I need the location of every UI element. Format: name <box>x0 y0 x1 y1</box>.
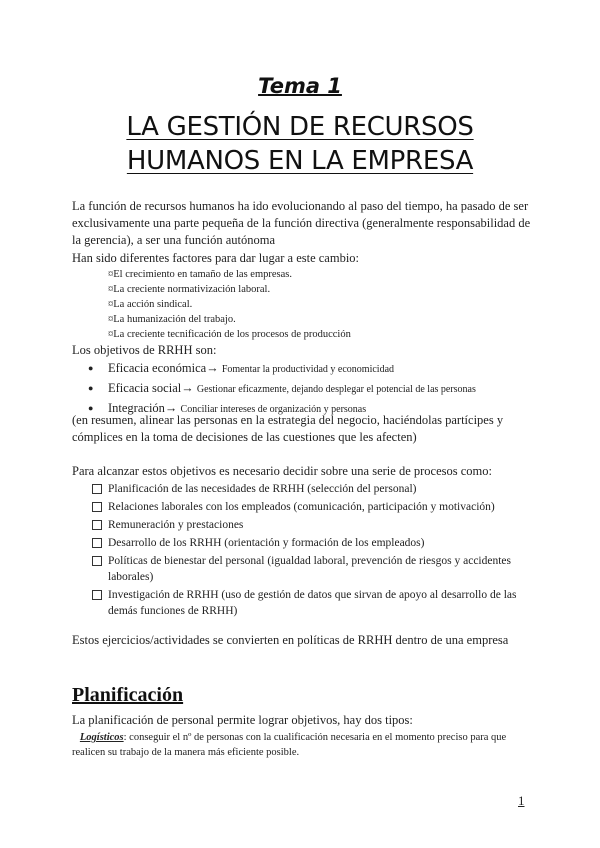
list-item: Relaciones laborales con los empleados (comunicación, participación y motivación) <box>92 499 532 515</box>
summary-paragraph: (en resumen, alinear las personas en la estrategia del negocio, haciéndolas partícipes y cómplices en la toma de decisiones de las cuestiones que les afecten) <box>72 413 504 444</box>
logistic-paragraph: Logísticos: conseguir el nº de personas con la cualificación necesaria en el momento preciso para que realicen su trabajo de la manera más eficiente posible. <box>72 732 507 758</box>
factors-lead: Han sido diferentes factores para dar lugar a este cambio: <box>72 251 360 265</box>
topic-heading: Tema 1 <box>258 74 342 98</box>
list-item: ● Integración→ Conciliar intereses de organización y personas <box>88 399 548 419</box>
process-list <box>92 481 532 621</box>
list-item: ● Eficacia social→ Gestionar eficazmente, dejando desplegar el potencial de las personas <box>88 379 548 399</box>
list-item: Planificación de las necesidades de RRHH (selección del personal) <box>92 481 532 497</box>
policies-paragraph: Estos ejercicios/actividades se convierten en políticas de RRHH dentro de una empresa <box>72 633 509 647</box>
factor-item: ¤La creciente normativización laboral. <box>108 284 271 295</box>
section-intro: La planificación de personal permite lograr objetivos, hay dos tipos: <box>72 713 413 727</box>
checkbox-icon <box>92 556 102 566</box>
factor-item: ¤La creciente tecnificación de los procesos de producción <box>108 329 351 340</box>
title-line-1: LA GESTIÓN DE RECURSOS <box>126 112 474 142</box>
checkbox-icon <box>92 520 102 530</box>
objectives-lead: Los objetivos de RRHH son: <box>72 343 217 357</box>
list-item: Desarrollo de los RRHH (orientación y formación de los empleados) <box>92 535 532 551</box>
objectives-list <box>88 359 548 419</box>
factor-item: ¤El crecimiento en tamaño de las empresas. <box>108 269 292 280</box>
title-line-2: HUMANOS EN LA EMPRESA <box>126 146 474 176</box>
page-title <box>0 110 600 178</box>
section-heading: Planificación <box>72 684 184 706</box>
intro-paragraph: La función de recursos humanos ha ido evolucionando al paso del tiempo, ha pasado de ser exclusivamente una parte pequeña de la función directiva (generalmente responsabilidad de la gerencia), a ser una función autónoma <box>72 199 531 247</box>
list-item: Investigación de RRHH (uso de gestión de datos que sirvan de apoyo al desarrollo de las demás funciones de RRHH) <box>92 587 532 619</box>
checkbox-icon <box>92 484 102 494</box>
checkbox-icon <box>92 590 102 600</box>
factor-item: ¤La humanización del trabajo. <box>108 314 236 325</box>
list-item: ● Eficacia económica→ Fomentar la productividad y economicidad <box>88 359 548 379</box>
page-number: 1 <box>518 793 525 808</box>
checkbox-icon <box>92 502 102 512</box>
list-item: Remuneración y prestaciones <box>92 517 532 533</box>
list-item: Políticas de bienestar del personal (igualdad laboral, prevención de riesgos y accidentes laborales) <box>92 553 532 585</box>
factor-item: ¤La acción sindical. <box>108 299 193 310</box>
process-lead: Para alcanzar estos objetivos es necesario decidir sobre una serie de procesos como: <box>72 464 492 478</box>
checkbox-icon <box>92 538 102 548</box>
